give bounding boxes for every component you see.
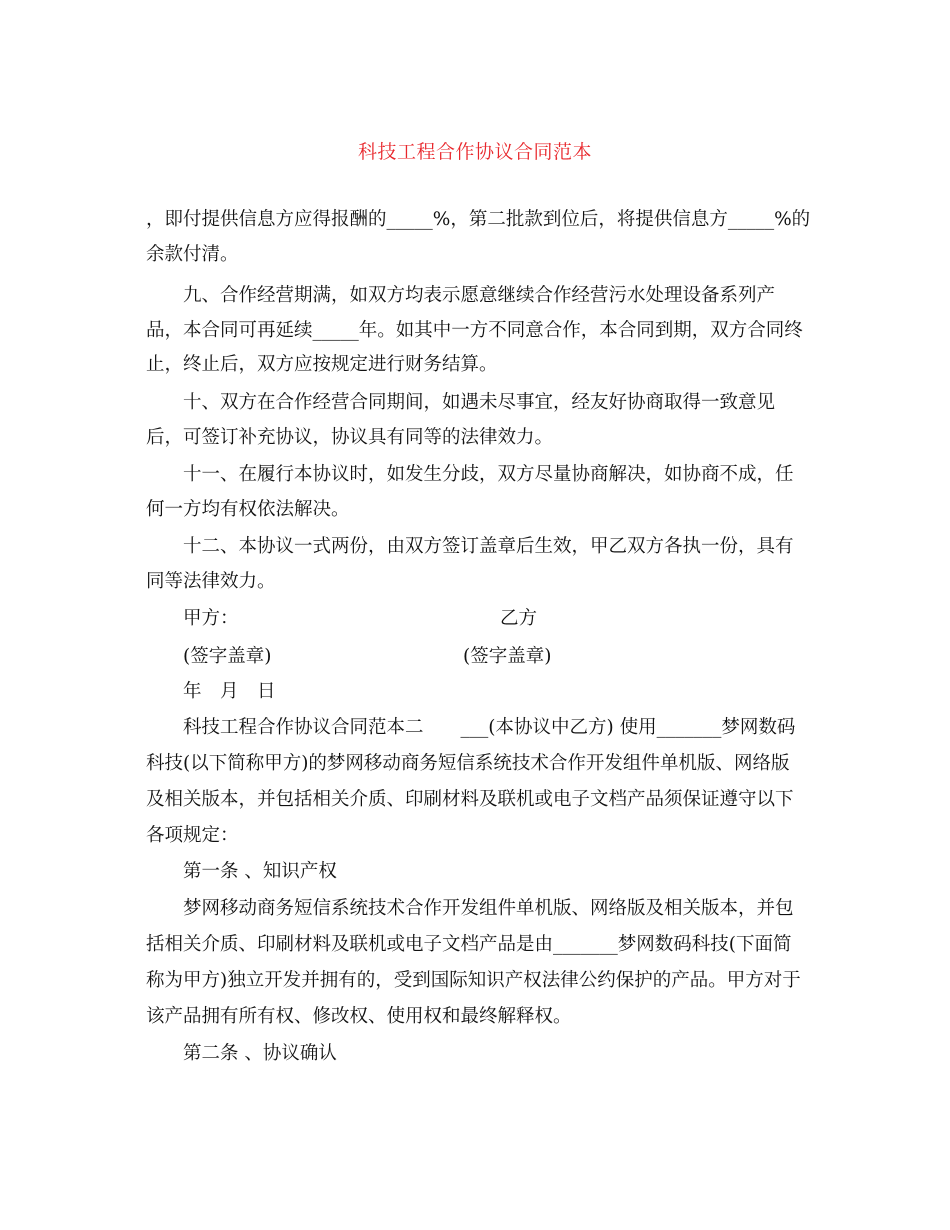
text-line: 九、合作经营期满，如双方均表示愿意继续合作经营污水处理设备系列产 [183,285,776,306]
text-line: 十二、本协议一式两份，由双方签订盖章后生效，甲乙双方各执一份，具有 [183,536,794,557]
text-line: ，即付提供信息方应得报酬的_____%，第二批款到位后，将提供信息方_____%的 [146,209,811,230]
text-line: 称为甲方)独立开发并拥有的，受到国际知识产权法律公约保护的产品。甲方对于 [146,970,801,991]
party-b-seal: (签字盖章) [463,646,552,667]
text-line: 后，可签订补充协议，协议具有同等的法律效力。 [146,427,554,448]
text-line: 十一、在履行本协议时，如发生分歧，双方尽量协商解决，如协商不成，任 [183,464,794,485]
party-a-label: 甲方： [183,608,239,629]
text-line: 余款付清。 [146,244,239,265]
text-line: 止，终止后，双方应按规定进行财务结算。 [146,354,498,375]
text-line: 该产品拥有所有权、修改权、使用权和最终解释权。 [146,1006,572,1027]
sign-date: 年 月 日 [183,681,276,702]
text-line: 何一方均有权依法解决。 [146,499,350,520]
text-line: 及相关版本，并包括相关介质、印刷材料及联机或电子文档产品须保证遵守以下 [146,789,794,810]
text-line: 各项规定： [146,825,239,846]
party-b-label: 乙方 [500,608,538,629]
text-line: 科技工程合作协议合同范本二 ___(本协议中乙方) 使用_______梦网数码 [183,717,796,738]
text-line: 同等法律效力。 [146,571,276,592]
article-heading: 第一条 、知识产权 [183,861,337,882]
party-a-seal: (签字盖章) [183,646,272,667]
article-heading: 第二条 、协议确认 [183,1043,337,1064]
text-line: 十、双方在合作经营合同期间，如遇未尽事宜，经友好协商取得一致意见 [183,392,776,413]
text-line: 梦网移动商务短信系统技术合作开发组件单机版、网络版及相关版本，并包 [183,898,794,919]
text-line: 科技(以下简称甲方)的梦网移动商务短信系统技术合作开发组件单机版、网络版 [146,753,790,774]
text-line: 品，本合同可再延续_____年。如其中一方不同意合作，本合同到期，双方合同终 [146,320,803,341]
text-line: 括相关介质、印刷材料及联机或电子文档产品是由_______梦网数码科技(下面简 [146,934,792,955]
document-title: 科技工程合作协议合同范本 [357,141,592,163]
